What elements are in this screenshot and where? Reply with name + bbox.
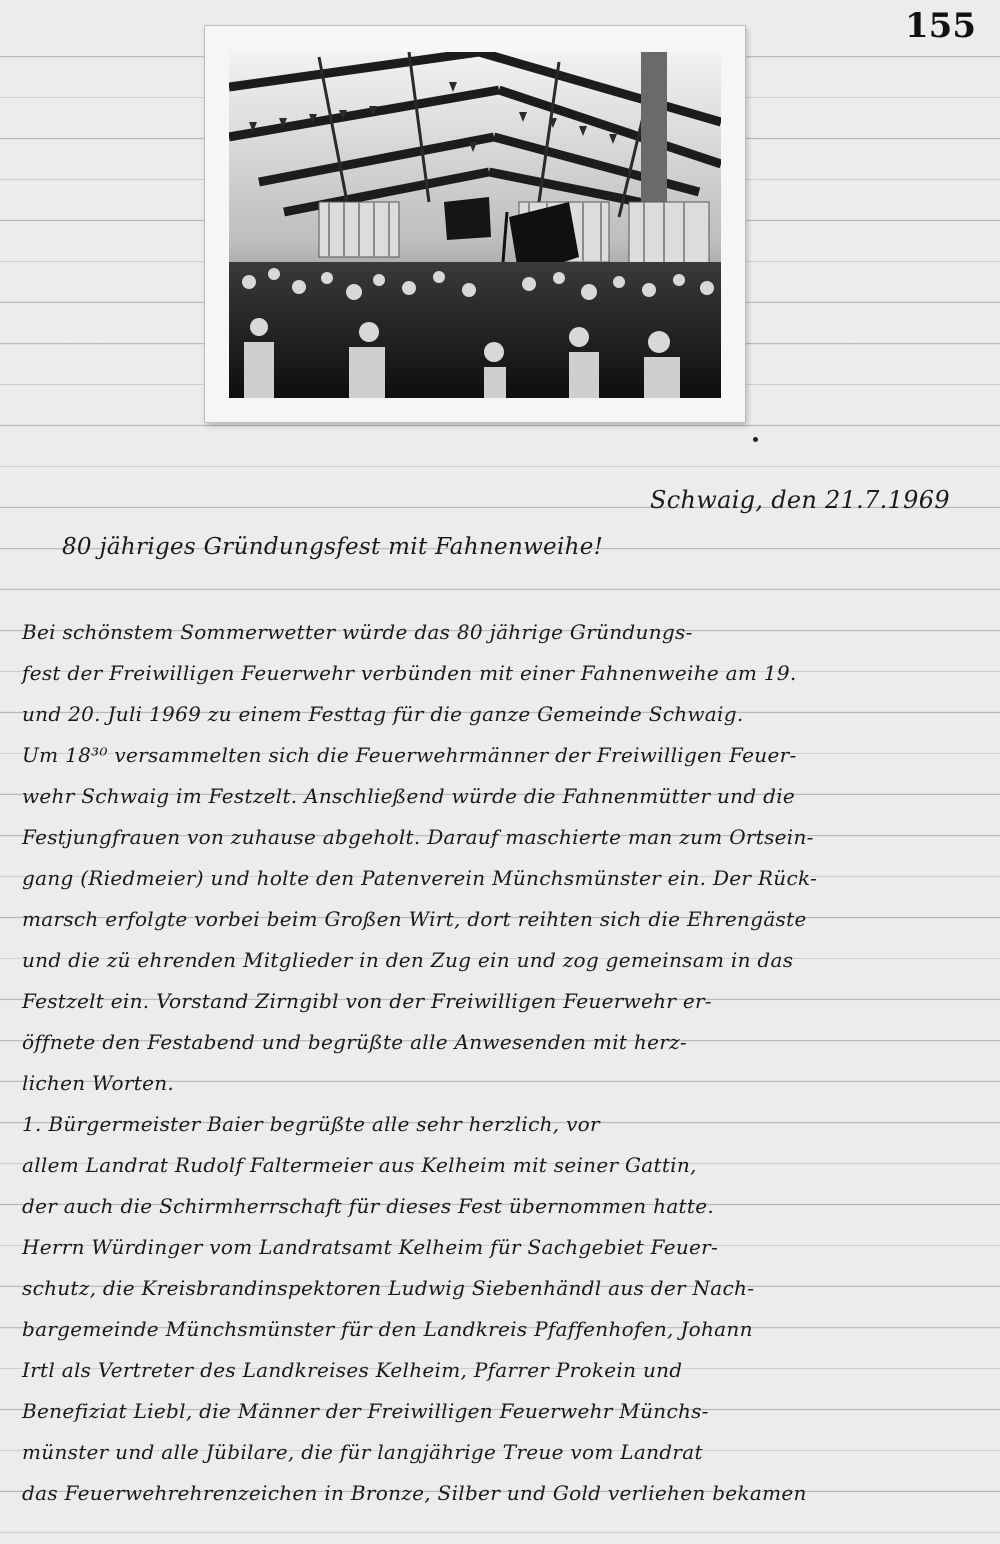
text-line-6: Festjungfrauen von zuhause abgeholt. Darauf maschierte man zum Ortsein-	[22, 825, 814, 849]
photo-frame	[205, 26, 745, 422]
text-line-12: lichen Worten.	[22, 1071, 175, 1095]
text-line-4: Um 18³⁰ versammelten sich die Feuerwehrmänner der Freiwilligen Feuer-	[22, 743, 797, 767]
text-line-22: das Feuerwehrehrenzeichen in Bronze, Silber und Gold verliehen bekamen	[22, 1481, 807, 1505]
text-line-5: wehr Schwaig im Festzelt. Anschließend würde die Fahnenmütter und die	[22, 784, 796, 808]
text-line-8: marsch erfolgte vorbei beim Großen Wirt, dort reihten sich die Ehrengäste	[22, 907, 807, 931]
festival-tent-photo	[229, 52, 721, 398]
text-line-9: und die zü ehrenden Mitglieder in den Zug ein und zog gemeinsam in das	[22, 948, 794, 972]
text-line-18: bargemeinde Münchsmünster für den Landkreis Pfaffenhofen, Johann	[22, 1317, 753, 1341]
ink-dot	[753, 437, 758, 442]
text-line-19: Irtl als Vertreter des Landkreises Kelheim, Pfarrer Prokein und	[22, 1358, 683, 1382]
text-line-16: Herrn Würdinger vom Landratsamt Kelheim für Sachgebiet Feuer-	[22, 1235, 719, 1259]
text-line-13: 1. Bürgermeister Baier begrüßte alle sehr herzlich, vor	[22, 1112, 600, 1136]
heading: 80 jähriges Gründungsfest mit Fahnenweihe!	[62, 534, 604, 560]
text-line-2: fest der Freiwilligen Feuerwehr verbünden mit einer Fahnenweihe am 19.	[22, 661, 797, 685]
text-line-20: Benefiziat Liebl, die Männer der Freiwilligen Feuerwehr Münchs-	[22, 1399, 709, 1423]
text-line-21: münster und alle Jübilare, die für langjährige Treue vom Landrat	[22, 1440, 703, 1464]
text-line-10: Festzelt ein. Vorstand Zirngibl von der Freiwilligen Feuerwehr er-	[22, 989, 712, 1013]
text-line-3: und 20. Juli 1969 zu einem Festtag für die ganze Gemeinde Schwaig.	[22, 702, 744, 726]
photo-icon	[229, 52, 721, 398]
page-number: 155	[905, 6, 976, 46]
date-line: Schwaig, den 21.7.1969	[650, 486, 950, 514]
text-line-14: allem Landrat Rudolf Faltermeier aus Kelheim mit seiner Gattin,	[22, 1153, 697, 1177]
text-line-7: gang (Riedmeier) und holte den Patenverein Münchsmünster ein. Der Rück-	[22, 866, 818, 890]
text-line-17: schutz, die Kreisbrandinspektoren Ludwig Siebenhändl aus der Nach-	[22, 1276, 755, 1300]
text-line-15: der auch die Schirmherrschaft für dieses Fest übernommen hatte.	[22, 1194, 715, 1218]
text-line-1: Bei schönstem Sommerwetter würde das 80 jährige Gründungs-	[22, 620, 693, 644]
text-line-11: öffnete den Festabend und begrüßte alle Anwesenden mit herz-	[22, 1030, 687, 1054]
